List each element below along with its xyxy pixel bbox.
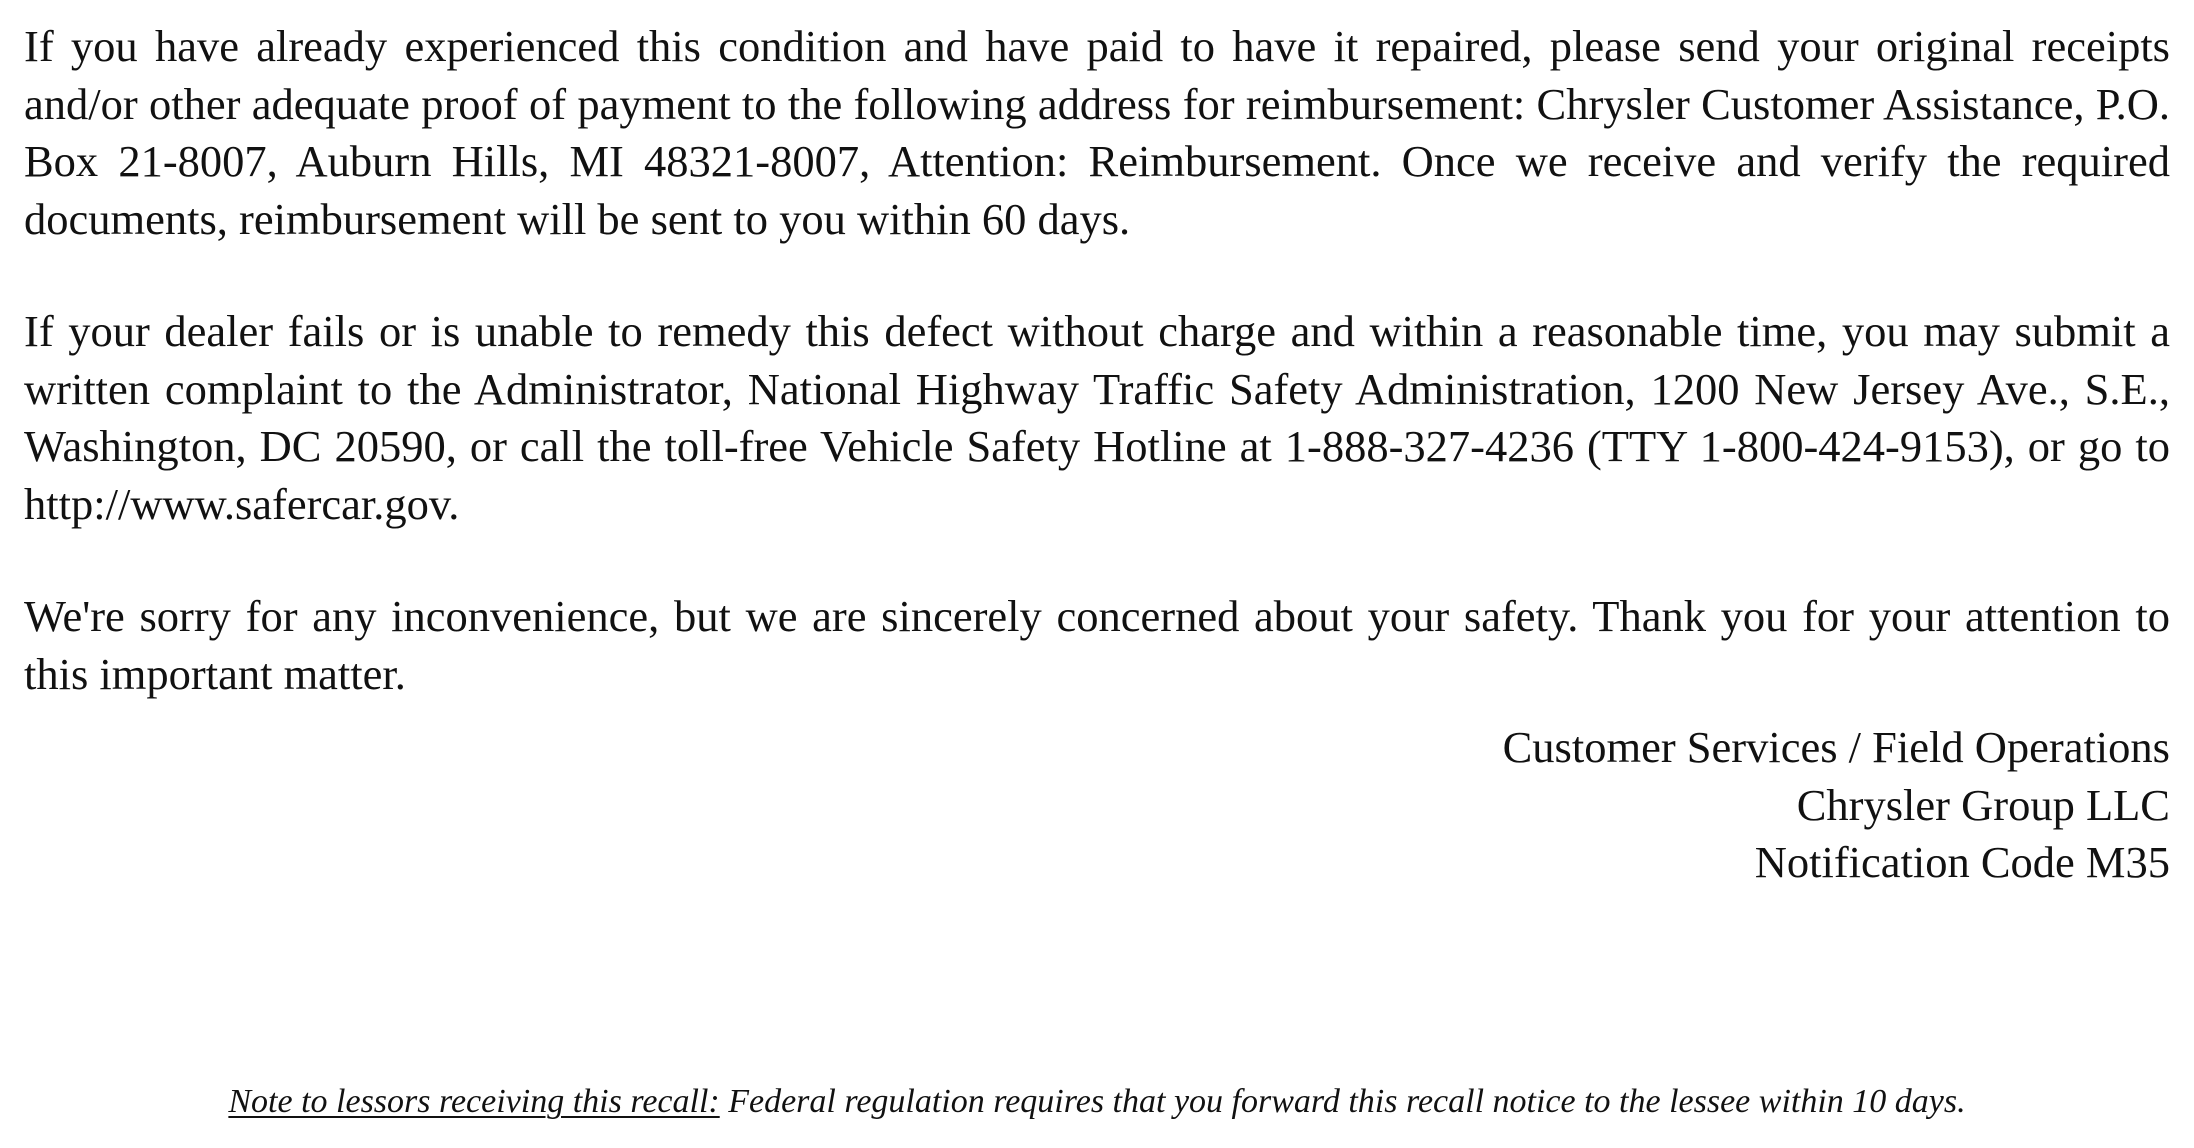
lessor-footer-note [0, 1082, 2194, 1122]
signature-notification-code: Notification Code M35 [1754, 837, 2170, 887]
signature-department: Customer Services / Field Operations [1502, 722, 2170, 772]
recall-letter-page [24, 18, 2170, 892]
complaint-paragraph: If your dealer fails or is unable to remedy this defect without charge and within a reasonable time, you may submit a written complaint to the Administrator, National Highway Traffic Safety Administration, 1200 New Jersey Ave., S.E., Washington, DC 20590, or call the toll-free Vehicle Safety Hotline at 1-888-327-4236 (TTY 1-800-424-9153), or go to http://www.safercar.gov. [24, 306, 2170, 529]
lessor-note-body: Federal regulation requires that you forward this recall notice to the lessee within 10 days. [719, 1083, 1966, 1120]
signature-block [24, 719, 2170, 892]
signature-company: Chrysler Group LLC [1796, 779, 2170, 830]
reimbursement-paragraph: If you have already experienced this condition and have paid to have it repaired, please send your original receipts and/or other adequate proof of payment to the following address for reimbursement: Chrysler Customer Assistance, P.O. Box 21-8007, Auburn Hills, MI 48321-8007, Attention: Reimbursement. Once we receive and verify the required documents, reimbursement will be sent to you within 60 days. [24, 21, 2170, 244]
apology-paragraph: We're sorry for any inconvenience, but we are sincerely concerned about your safety. Thank you for your attention to this important matter. [24, 591, 2170, 699]
lessor-note-lead: Note to lessors receiving this recall: [228, 1083, 720, 1120]
